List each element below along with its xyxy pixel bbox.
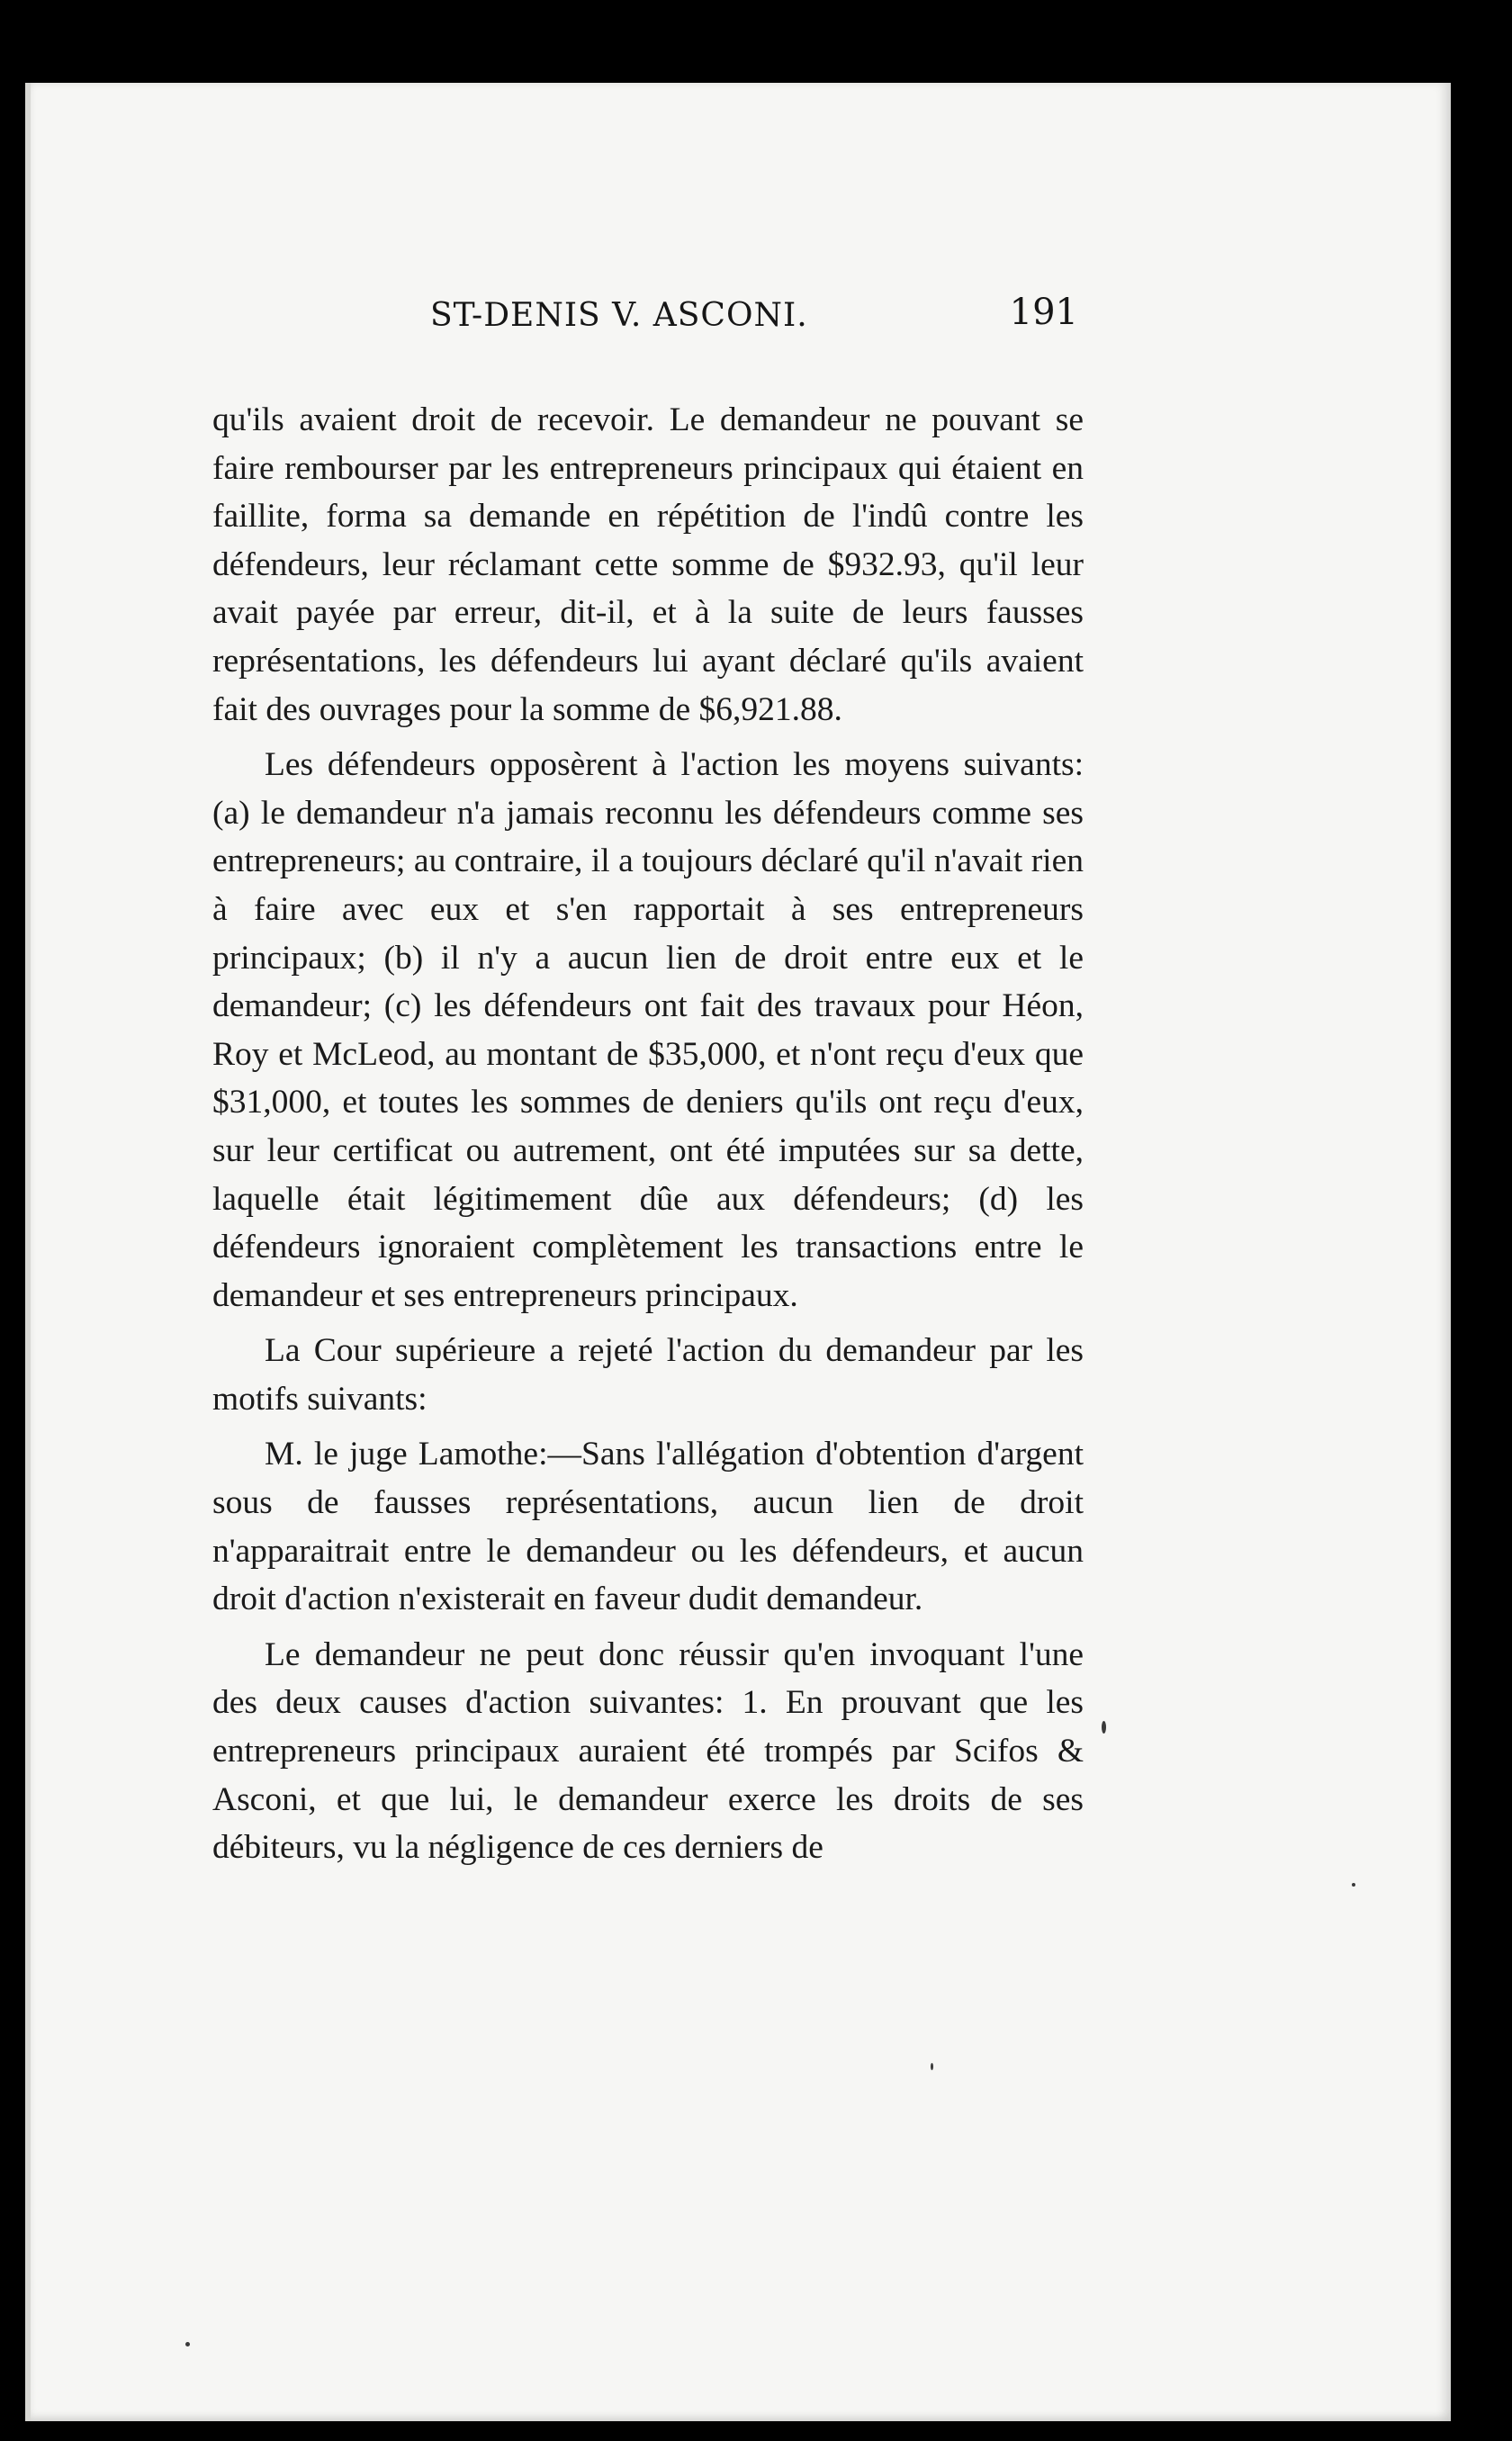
running-title: ST-DENIS V. ASCONI. [430,297,808,334]
paragraph: M. le juge Lamothe:—Sans l'allégation d'obtention d'argent sous de fausses représentations, aucun lien de droit n'apparaitrait entre le demandeur ou les défendeurs, et aucun droit d'action n'existerait en faveur dudit demandeur. [212,1436,1084,1618]
body-text [212,396,1084,1872]
page-number: 191 [1009,292,1078,333]
ink-speck [1102,1721,1106,1734]
running-head [214,292,1114,360]
ink-speck [1352,1883,1355,1887]
paragraph: La Cour supérieure a rejeté l'action du demandeur par les motifs suivants: [212,1332,1084,1418]
paragraph: Le demandeur ne peut donc réussir qu'en invoquant l'une des deux causes d'action suivantes: 1. En prouvant que les entrepreneurs principaux auraient été trompés par Scifos & Asconi, et que lui, le demandeur exerce les droits de ses débiteurs, vu la négligence de ces derniers de [212,1635,1084,1867]
paragraph: qu'ils avaient droit de recevoir. Le demandeur ne pouvant se faire rembourser par les entrepreneurs principaux qui étaient en faillite, forma sa demande en répétition de l'indû contre les défendeurs, leur réclamant cette somme de $932.93, qu'il leur avait payée par erreur, dit-il, et à la suite de leurs fausses représentations, les défendeurs lui ayant déclaré qu'ils avaient fait des ouvrages pour la somme de $6,921.88. [212,401,1084,728]
ink-speck [931,2063,933,2070]
ink-speck [185,2342,190,2346]
paragraph: Les défendeurs opposèrent à l'action les moyens suivants: (a) le demandeur n'a jamais reconnu les défendeurs comme ses entrepreneurs; au contraire, il a toujours déclaré qu'il n'avait rien à faire avec eux et s'en rapportait à ses entrepreneurs principaux; (b) il n'y a aucun lien de droit entre eux et le demandeur; (c) les défendeurs ont fait des travaux pour Héon, Roy et McLeod, au montant de $35,000, et n'ont reçu d'eux que $31,000, et toutes les sommes de deniers qu'ils ont reçu d'eux, sur leur certificat ou autrement, ont été imputées sur sa dette, laquelle était légitimement dûe aux défendeurs; (d) les défendeurs ignoraient complètement les transactions entre le demandeur et ses entrepreneurs principaux. [212,746,1084,1314]
